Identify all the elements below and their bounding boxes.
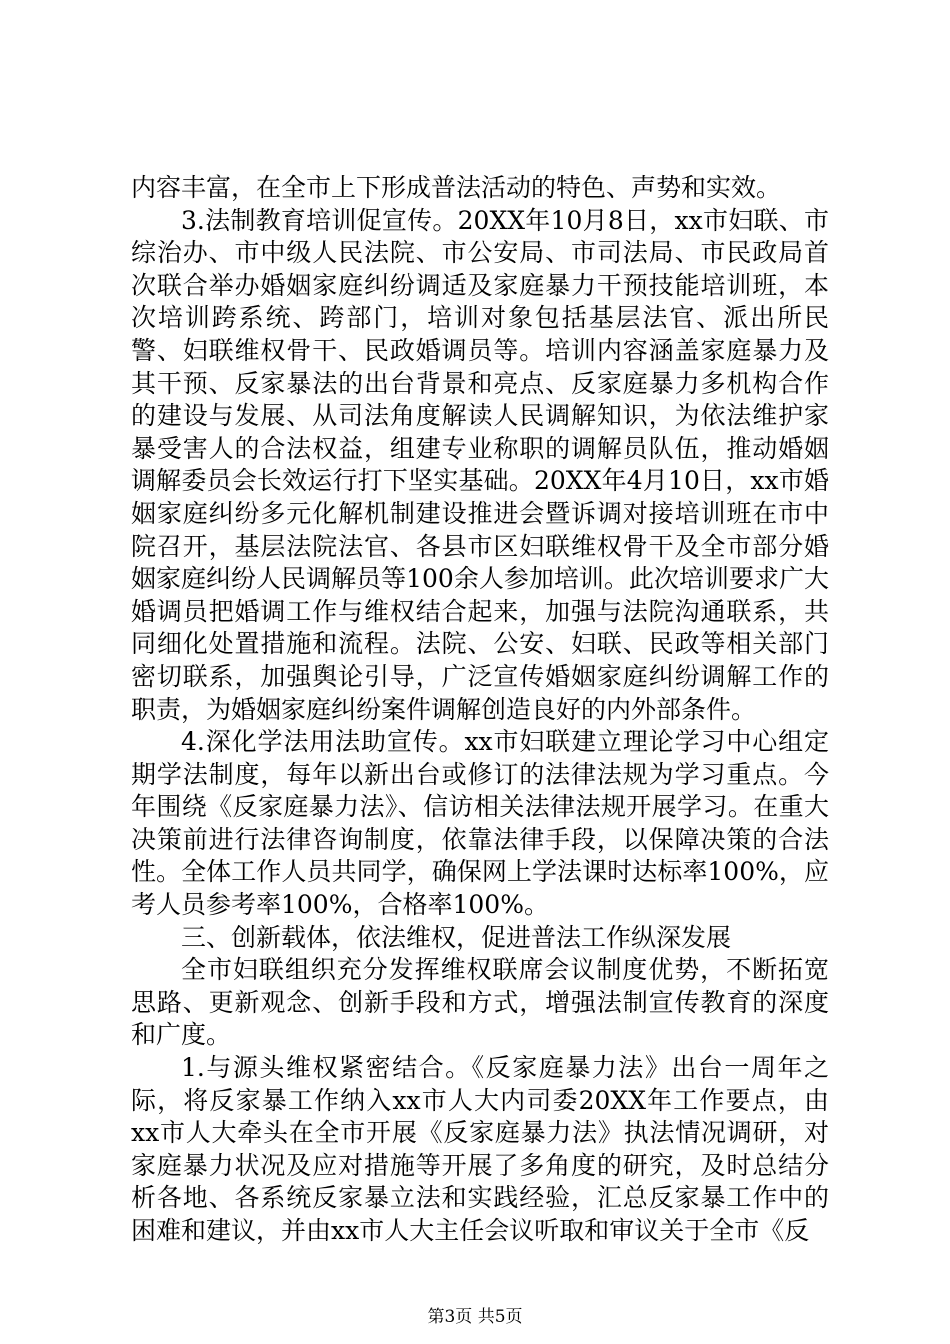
paragraph-source-rights: 1.与源头维权紧密结合。《反家庭暴力法》出台一周年之际，将反家暴工作纳入xx市人大内司委20XX年工作要点，由xx市人大牵头在全市开展《反家庭暴力法》执法情况调研，对家庭暴力状况及应对措施等开展了多角度的研究，及时总结分析各地、各系统反家暴立法和实践经验，汇总反家暴工作中的困难和建议，并由xx市人大主任会议听取和审议关于全市《反: [131, 1053, 829, 1245]
paragraph-section-intro: 全市妇联组织充分发挥维权联席会议制度优势，不断拓宽思路、更新观念、创新手段和方式，增强法制宣传教育的深度和广度。: [131, 955, 829, 1050]
document-body: [131, 172, 829, 1248]
paragraph-continuation: 内容丰富，在全市上下形成普法活动的特色、声势和实效。: [131, 173, 782, 202]
section-heading-three: 三、创新载体，依法维权，促进普法工作纵深发展: [181, 922, 732, 952]
paragraph-legal-training: 3.法制教育培训促宣传。20XX年10月8日，xx市妇联、市综治办、市中级人民法院、市公安局、市司法局、市民政局首次联合举办婚姻家庭纠纷调适及家庭暴力干预技能培训班，本次培训跨系统、跨部门，培训对象包括基层法官、派出所民警、妇联维权骨干、民政婚调员等。培训内容涵盖家庭暴力及其干预、反家暴法的出台背景和亮点、反家庭暴力多机构合作的建设与发展、从司法角度解读人民调解知识，为依法维护家暴受害人的合法权益，组建专业称职的调解员队伍，推动婚姻调解委员会长效运行打下坚实基础。20XX年4月10日，xx市婚姻家庭纠纷多元化解机制建设推进会暨诉调对接培训班在市中院召开，基层法院法官、各县市区妇联维权骨干及全市部分婚姻家庭纠纷人民调解员等100余人参加培训。此次培训要求广大婚调员把婚调工作与维权结合起来，加强与法院沟通联系，共同细化处置措施和流程。法院、公安、妇联、民政等相关部门密切联系，加强舆论引导，广泛宣传婚姻家庭纠纷调解工作的职责，为婚姻家庭纠纷案件调解创造良好的内外部条件。: [131, 205, 829, 724]
page-footer: 第3页 共5页: [427, 1307, 523, 1327]
paragraph-law-study: 4.深化学法用法助宣传。xx市妇联建立理论学习中心组定期学法制度，每年以新出台或修订的法律法规为学习重点。今年围绕《反家庭暴力法》、信访相关法律法规开展学习。在重大决策前进行法律咨询制度，依靠法律手段，以保障决策的合法性。全体工作人员共同学，确保网上学法课时达标率100%，应考人员参考率100%，合格率100%。: [131, 727, 829, 920]
